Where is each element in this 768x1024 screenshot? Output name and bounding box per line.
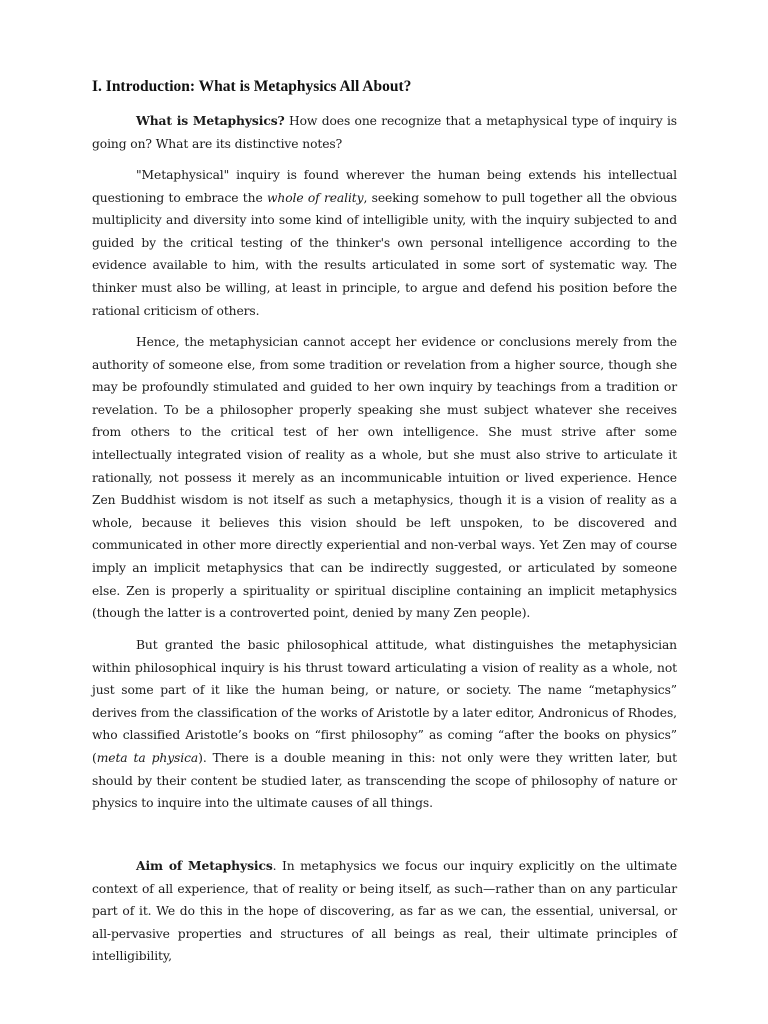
paragraph-text: , seeking somehow to pull together all the obvious multiplicity and diversity into some kind of intelligible unity, with the inquiry subjected to and guided by the critical testing of the thinker's own personal intelligence according to the evidence available to him, with the results articulated in some sort of systematic way. The thinker must also be willing, at least in principle, to argue and defend his position before the rational criticism of others. (92, 190, 678, 318)
paragraph-metaphysician-evidence (92, 331, 677, 625)
paragraph-text: But granted the basic philosophical attitude, what distinguishes the metaphysician within philosophical inquiry is his thrust toward articulating a vision of reality as a whole, not just some part of it like the human being, or nature, or society. The name “metaphysics” derives from the classification of the works of Aristotle by a later editor, Andronicus of Rhodes, who classified Aristotle’s books on “first philosophy” as coming “after the books on physics” ( (92, 638, 677, 765)
paragraph-what-is-metaphysics (92, 110, 677, 155)
paragraph-text: How does one recognize that a metaphysical type of inquiry is going on? What are its distinctive notes? (92, 114, 677, 151)
emphasis-text: whole of reality (266, 190, 364, 205)
emphasis-text: meta ta physica (96, 750, 199, 765)
paragraph-text: ). There is a double meaning in this: not only were they written later, but should by their content be studied later, as transcending the scope of philosophy of nature or physics to inquire into the ultimate causes of all things. (92, 750, 677, 811)
paragraph-lead: Aim of Metaphysics (136, 858, 273, 873)
section-heading: I. Introduction: What is Metaphysics All About? (92, 78, 412, 95)
paragraph-lead: What is Metaphysics? (136, 113, 285, 128)
paragraph-text: "Metaphysical" inquiry is found wherever the human being extends his intellectual questioning to embrace the (92, 168, 677, 205)
paragraph-text: . In metaphysics we focus our inquiry explicitly on the ultimate context of all experience, that of reality or being itself, as such—rather than on any particular part of it. We do this in the hope of discovering, as far as we can, the essential, universal, or all-pervasive properties and structures of all beings as real, their ultimate principles of intelligibility, (92, 859, 678, 964)
paragraph-aim-of-metaphysics (92, 855, 677, 968)
paragraph-philosophical-attitude (92, 634, 677, 815)
paragraph-text: Hence, the metaphysician cannot accept her evidence or conclusions merely from the authority of someone else, from some tradition or revelation from a higher source, though she may be profoundly stimulated and guided to her own inquiry by teachings from a tradition or revelation. To be a philosopher properly speaking she must subject whatever she receives from others to the critical test of her own intelligence. She must strive after some intellectually integrated vision of reality as a whole, but she must also strive to articulate it rationally, not possess it merely as an incommunicable intuition or lived experience. Hence Zen Buddhist wisdom is not itself as such a metaphysics, though it is a vision of reality as a whole, because it believes this vision should be left unspoken, to be discovered and communicated in other more directly experiential and non-verbal ways. Yet Zen may of course imply an implicit metaphysics that can be indirectly suggested, or articulated by someone else. Zen is properly a spirituality or spiritual discipline containing an implicit metaphysics (though the latter is a controverted point, denied by many Zen people). (92, 335, 677, 621)
paragraph-metaphysical-inquiry (92, 164, 677, 322)
